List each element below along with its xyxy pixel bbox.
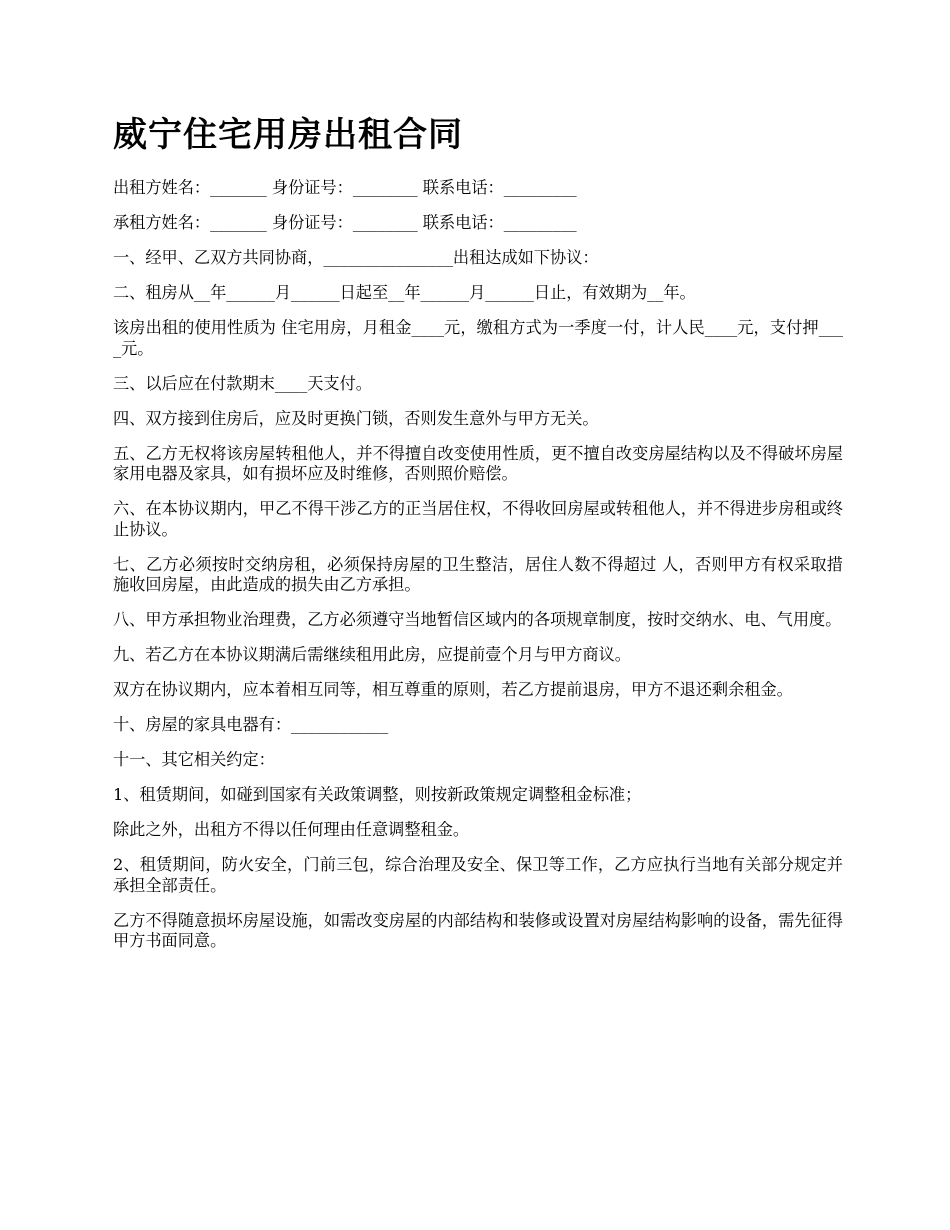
facility-protection-paragraph: 乙方不得随意损坏房屋设施，如需改变房屋的内部结构和装修或设置对房屋结构影响的设备，需先征得甲方书面同意。	[113, 910, 843, 950]
clause-3: 三、以后应在付款期末____天支付。	[113, 373, 372, 393]
clause-1: 一、经甲、乙双方共同协商，________________出租达成如下协议：	[113, 248, 599, 267]
document-title: 威宁住宅用房出租合同	[113, 115, 463, 155]
lessee-info-line: 承租方姓名：_______ 身份证号：________ 联系电话：_________	[113, 213, 577, 232]
clause-11-item-2: 2、租赁期间，防火安全，门前三包，综合治理及安全、保卫等工作，乙方应执行当地有关部分规定并承担全部责任。	[113, 855, 843, 895]
clause-6: 六、在本协议期内，甲乙不得干涉乙方的正当居住权，不得收回房屋或转租他人，并不得进步房租或终止协议。	[113, 499, 843, 539]
lessor-info-line: 出租方姓名：_______ 身份证号：________ 联系电话：_________	[113, 178, 577, 197]
clause-11: 十一、其它相关约定：	[113, 750, 275, 769]
mutual-respect-paragraph: 双方在协议期内，应本着相互同等，相互尊重的原则，若乙方提前退房，甲方不退还剩余租金。	[113, 680, 793, 699]
clause-10: 十、房屋的家具电器有：____________	[113, 715, 389, 734]
clause-8: 八、甲方承担物业治理费，乙方必须遵守当地暂信区域内的各项规章制度，按时交纳水、电、气用度。	[113, 610, 842, 629]
clause-9: 九、若乙方在本协议期满后需继续租用此房，应提前壹个月与甲方商议。	[113, 645, 631, 664]
clause-5: 五、乙方无权将该房屋转租他人，并不得擅自改变使用性质，更不擅自改变房屋结构以及不得破坏房屋家用电器及家具，如有损坏应及时维修，否则照价赔偿。	[113, 443, 843, 483]
rent-terms-paragraph: 该房出租的使用性质为 住宅用房，月租金____元，缴租方式为一季度一付，计人民____元，支付押____元。	[113, 318, 843, 358]
clause-11-item-1: 1、租赁期间，如碰到国家有关政策调整，则按新政策规定调整租金标准；	[113, 785, 642, 804]
clause-2: 二、租房从__年______月______日起至__年______月______日止，有效期为__年。	[113, 283, 696, 302]
document-page	[113, 110, 843, 966]
rent-adjustment-paragraph: 除此之外，出租方不得以任何理由任意调整租金。	[113, 820, 470, 839]
clause-7: 七、乙方必须按时交纳房租，必须保持房屋的卫生整洁，居住人数不得超过 人，否则甲方有权采取措施收回房屋，由此造成的损失由乙方承担。	[113, 554, 843, 594]
clause-4: 四、双方接到住房后，应及时更换门锁，否则发生意外与甲方无关。	[113, 408, 599, 428]
